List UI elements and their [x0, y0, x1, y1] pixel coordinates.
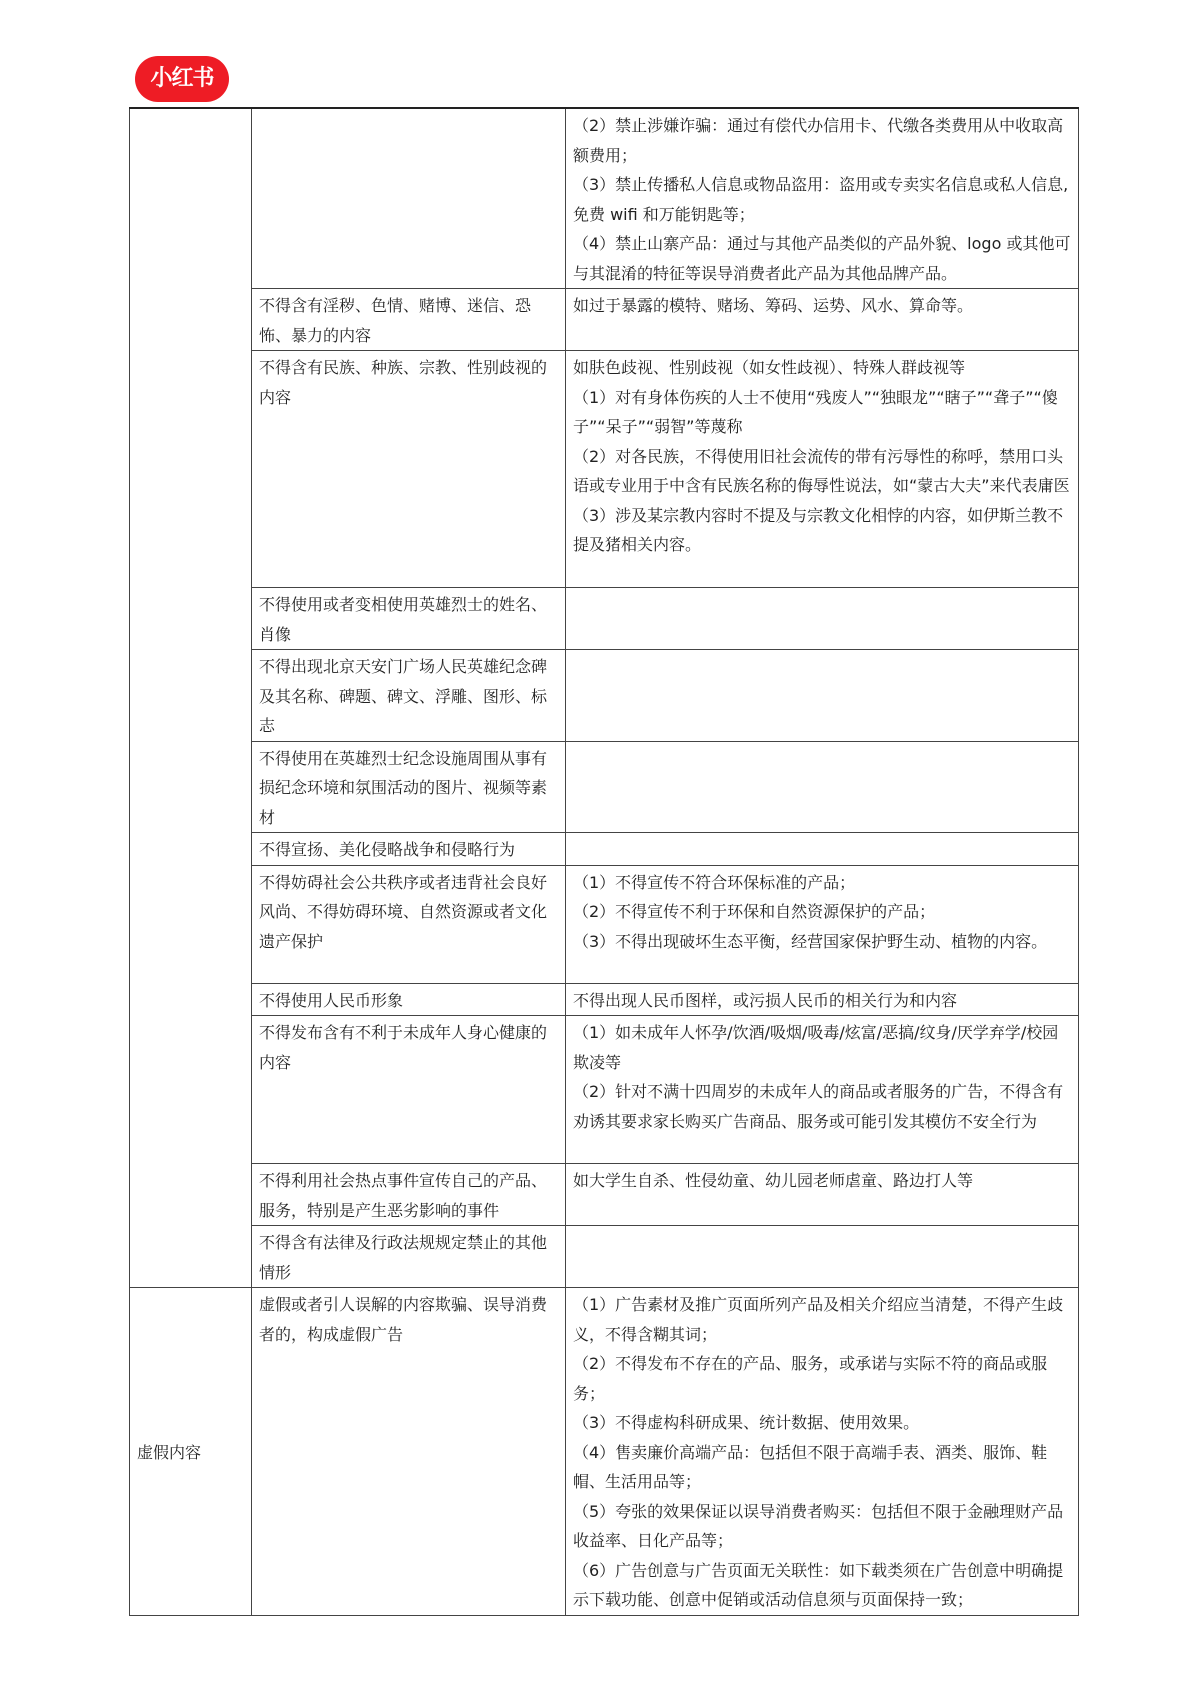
table-row	[130, 351, 1079, 588]
detail-line: （1）如未成年人怀孕/饮酒/吸烟/吸毒/炫富/恶搞/纹身/厌学弃学/校园欺凌等	[573, 1023, 1059, 1072]
table-row	[130, 1164, 1079, 1226]
detail-cell	[566, 351, 1079, 588]
rule-cell: 不得含有民族、种族、宗教、性别歧视的内容	[252, 351, 566, 588]
table-row	[130, 108, 1079, 289]
detail-line: 如过于暴露的模特、赌场、筹码、运势、风水、算命等。	[573, 296, 974, 315]
rule-cell: 不得含有淫秽、色情、赌博、迷信、恐怖、暴力的内容	[252, 289, 566, 351]
detail-line: 不得出现人民币图样，或污损人民币的相关行为和内容	[573, 990, 958, 1010]
detail-cell	[566, 650, 1079, 742]
detail-line: （1）不得宣传不符合环保标准的产品；	[573, 872, 856, 892]
rule-cell: 虚假或者引人误解的内容欺骗、误导消费者的，构成虚假广告	[252, 1288, 566, 1616]
detail-cell	[566, 833, 1079, 866]
detail-line: （4）禁止山寨产品：通过与其他产品类似的产品外貌、logo 或其他可与其混淆的特征等误导消费者此产品为其他品牌产品。	[573, 234, 1071, 283]
detail-cell	[566, 108, 1079, 289]
table-row	[130, 289, 1079, 351]
detail-line: （2）对各民族，不得使用旧社会流传的带有污辱性的称呼，禁用口头语或专业用于中含有民族名称的侮辱性说法，如“蒙古大夫”来代表庸医	[573, 446, 1070, 495]
category-cell	[130, 108, 252, 1288]
detail-cell	[566, 983, 1079, 1016]
rule-cell: 不得使用人民币形象	[252, 983, 566, 1016]
detail-cell	[566, 1016, 1079, 1164]
detail-line: （3）涉及某宗教内容时不提及与宗教文化相悖的内容，如伊斯兰教不提及猪相关内容。	[573, 505, 1064, 554]
table-row	[130, 1288, 1079, 1616]
table-row	[130, 650, 1079, 742]
table-row	[130, 833, 1079, 866]
rule-cell	[252, 108, 566, 289]
detail-line: 如肤色歧视、性别歧视（如女性歧视）、特殊人群歧视等	[573, 358, 966, 377]
detail-cell	[566, 289, 1079, 351]
rule-cell: 不得利用社会热点事件宣传自己的产品、服务，特别是产生恶劣影响的事件	[252, 1164, 566, 1226]
detail-line: （4）售卖廉价高端产品：包括但不限于高端手表、酒类、服饰、鞋帽、生活用品等；	[573, 1442, 1048, 1491]
detail-line: （6）广告创意与广告页面无关联性：如下载类须在广告创意中明确提示下载功能、创意中促销或活动信息须与页面保持一致；	[573, 1560, 1064, 1609]
detail-line: （2）不得宣传不利于环保和自然资源保护的产品；	[573, 902, 936, 921]
table-row	[130, 1016, 1079, 1164]
detail-cell	[566, 1226, 1079, 1288]
category-cell: 虚假内容	[130, 1288, 252, 1616]
rule-cell: 不得使用在英雄烈士纪念设施周围从事有损纪念环境和氛围活动的图片、视频等素材	[252, 741, 566, 833]
rule-cell: 不得含有法律及行政法规规定禁止的其他情形	[252, 1226, 566, 1288]
detail-line: （2）针对不满十四周岁的未成年人的商品或者服务的广告，不得含有劝诱其要求家长购买广告商品、服务或可能引发其模仿不安全行为	[573, 1082, 1064, 1131]
detail-cell	[566, 865, 1079, 983]
table-row	[130, 741, 1079, 833]
rule-cell: 不得妨碍社会公共秩序或者违背社会良好风尚、不得妨碍环境、自然资源或者文化遗产保护	[252, 865, 566, 983]
table-row	[130, 983, 1079, 1016]
rule-cell: 不得出现北京天安门广场人民英雄纪念碑及其名称、碑题、碑文、浮雕、图形、标志	[252, 650, 566, 742]
detail-cell	[566, 1164, 1079, 1226]
rule-cell: 不得宣扬、美化侵略战争和侵略行为	[252, 833, 566, 866]
rule-cell: 不得使用或者变相使用英雄烈士的姓名、肖像	[252, 588, 566, 650]
table-row	[130, 588, 1079, 650]
detail-line: （1）广告素材及推广页面所列产品及相关介绍应当清楚，不得产生歧义，不得含糊其词；	[573, 1295, 1064, 1344]
detail-line: （2）禁止涉嫌诈骗：通过有偿代办信用卡、代缴各类费用从中收取高额费用；	[573, 116, 1064, 165]
rule-cell: 不得发布含有不利于未成年人身心健康的内容	[252, 1016, 566, 1164]
table-row	[130, 865, 1079, 983]
table-row	[130, 1226, 1079, 1288]
detail-line: （3）禁止传播私人信息或物品盗用：盗用或专卖实名信息或私人信息,免费 wifi 和万能钥匙等；	[573, 175, 1069, 224]
ad-rules-table	[129, 107, 1079, 1616]
xiaohongshu-logo: 小红书	[135, 56, 229, 102]
detail-line: 如大学生自杀、性侵幼童、幼儿园老师虐童、路边打人等	[573, 1171, 974, 1190]
detail-line: （2）不得发布不存在的产品、服务，或承诺与实际不符的商品或服务；	[573, 1354, 1048, 1403]
detail-line: （3）不得出现破坏生态平衡，经营国家保护野生动、植物的内容。	[573, 931, 1048, 951]
detail-cell	[566, 741, 1079, 833]
detail-line: （3）不得虚构科研成果、统计数据、使用效果。	[573, 1413, 920, 1432]
detail-line: （1）对有身体伤疾的人士不使用“残废人”“独眼龙”“瞎子”“聋子”“傻子”“呆子”“弱智”等蔑称	[573, 387, 1058, 436]
detail-line: （5）夸张的效果保证以误导消费者购买：包括但不限于金融理财产品收益率、日化产品等；	[573, 1501, 1064, 1550]
detail-cell	[566, 588, 1079, 650]
detail-cell	[566, 1288, 1079, 1616]
